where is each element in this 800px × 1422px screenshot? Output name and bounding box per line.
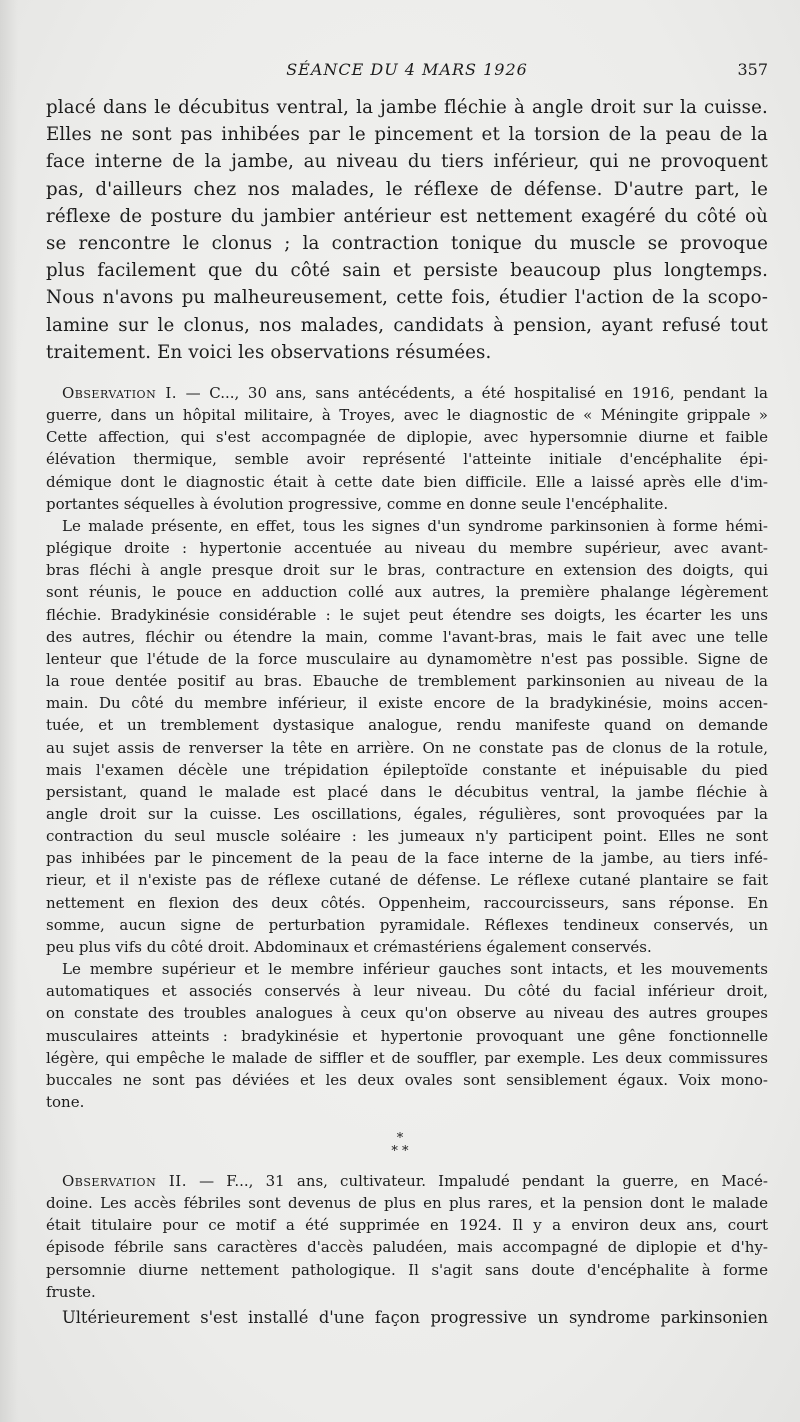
text-line: Elles ne sont pas inhibées par le pincement et la torsion de la peau de la xyxy=(46,124,768,146)
text-line: persomnie diurne nettement pathologique. Il s'agit sans doute d'encéphalite à forme xyxy=(46,1260,768,1279)
text-line: fruste. xyxy=(46,1282,96,1301)
text-line: rieur, et il n'existe pas de réflexe cutané de défense. Le réflexe cutané plantaire se fait xyxy=(46,871,768,890)
text-line: main. Du côté du membre inférieur, il existe encore de la bradykinésie, moins accen- xyxy=(46,694,768,713)
observation-1-first-line xyxy=(46,382,768,404)
text-line: automatiques et associés conservés à leur niveau. Du côté du facial inférieur droit, xyxy=(46,982,768,1001)
text-line: angle droit sur la cuisse. Les oscillations, égales, régulières, sont provoquées par la xyxy=(46,804,768,823)
text-line: réflexe de posture du jambier antérieur est nettement exagéré du côté où xyxy=(46,205,768,227)
text-line: sont réunis, le pouce en adduction collé aux autres, la première phalange légèrement xyxy=(46,583,768,602)
text-line: plus facilement que du côté sain et persiste beaucoup plus longtemps. xyxy=(46,260,768,282)
text-line: portantes séquelles à évolution progressive, comme en donne seule l'encéphalite. xyxy=(46,494,669,513)
observation-2-lead: — F..., 31 ans, cultivateur. Impaludé pendant la guerre, en Macé- xyxy=(186,1172,768,1190)
text-line: élévation thermique, semble avoir représenté l'atteinte initiale d'encéphalite épi- xyxy=(46,450,768,469)
text-line: pas inhibées par le pincement de la peau de la face interne de la jambe, au tiers infé- xyxy=(46,849,768,868)
observation-1-lead: — C..., 30 ans, sans antécédents, a été hospitalisé en 1916, pendant la xyxy=(177,384,768,402)
observation-1-heading: Observation I. xyxy=(62,384,178,402)
text-line: doine. Les accès fébriles sont devenus de plus en plus rares, et la pension dont le malade xyxy=(46,1194,768,1213)
running-head: SÉANCE DU 4 MARS 1926 xyxy=(286,60,528,79)
text-line: placé dans le décubitus ventral, la jambe fléchie à angle droit sur la cuisse. xyxy=(46,97,768,118)
asterism-top: * xyxy=(396,1131,404,1146)
text-line: démique dont le diagnostic était à cette date bien difficile. Elle a laissé après elle d'im- xyxy=(46,472,768,491)
text-line: contraction du seul muscle soléaire : les jumeaux n'y participent point. Elles ne sont xyxy=(46,827,768,846)
text-line: Le malade présente, en effet, tous les signes d'un syndrome parkinsonien à forme hémi- xyxy=(62,516,768,535)
text-line: somme, aucun signe de perturbation pyramidale. Réflexes tendineux conservés, un xyxy=(46,915,768,934)
text-line: tuée, et un tremblement dystasique analogue, rendu manifeste quand on demande xyxy=(46,716,768,735)
text-line: lamine sur le clonus, nos malades, candidats à pension, ayant refusé tout xyxy=(46,314,768,336)
text-line: nettement en flexion des deux côtés. Oppenheim, raccourcisseurs, sans réponse. En xyxy=(46,893,768,912)
text-line: se rencontre le clonus ; la contraction tonique du muscle se provoque xyxy=(46,233,768,255)
page-number: 357 xyxy=(737,60,768,79)
observation-1 xyxy=(46,382,768,1113)
asterism-bottom: * * xyxy=(391,1144,409,1159)
text-line: lenteur que l'étude de la force musculaire au dynamomètre n'est pas possible. Signe de xyxy=(46,649,768,668)
text-line: légère, qui empêche le malade de siffler et de souffler, par exemple. Les deux commissures xyxy=(46,1048,768,1067)
text-line: pas, d'ailleurs chez nos malades, le réflexe de défense. D'autre part, le xyxy=(46,178,768,200)
continuation-paragraph xyxy=(46,1306,768,1330)
text-line: mais l'examen décèle une trépidation épileptoïde constante et inépuisable du pied xyxy=(46,760,768,779)
text-line: des autres, fléchir ou étendre la main, comme l'avant-bras, mais le fait avec une telle xyxy=(46,627,768,646)
text-line: tone. xyxy=(46,1093,85,1111)
page-header xyxy=(46,60,768,84)
text-line: bras fléchi à angle presque droit sur le bras, contracture en extension des doigts, qui xyxy=(46,561,768,580)
text-line: plégique droite : hypertonie accentuée au niveau du membre supérieur, avec avant- xyxy=(46,539,768,558)
text-line: Cette affection, qui s'est accompagnée de diplopie, avec hypersomnie diurne et faible xyxy=(46,428,768,447)
text-line: était titulaire pour ce motif a été supprimée en 1924. Il y a environ deux ans, court xyxy=(46,1216,768,1235)
observation-2-heading: Observation II. xyxy=(62,1172,187,1190)
text-line: on constate des troubles analogues à ceux qu'on observe au niveau des autres groupes xyxy=(46,1004,768,1023)
text-line: face interne de la jambe, au niveau du tiers inférieur, qui ne provoquent xyxy=(46,151,768,173)
binding-shadow xyxy=(0,0,18,1422)
text-line: la roue dentée positif au bras. Ebauche de tremblement parkinsonien au niveau de la xyxy=(46,672,768,691)
text-line: buccales ne sont pas déviées et les deux ovales sont sensiblement égaux. Voix mono- xyxy=(46,1070,768,1089)
text-line: guerre, dans un hôpital militaire, à Troyes, avec le diagnostic de « Méningite grippale » xyxy=(46,406,768,425)
text-line: persistant, quand le malade est placé dans le décubitus ventral, la jambe fléchie à xyxy=(46,782,768,801)
text-line: Nous n'avons pu malheureusement, cette fois, étudier l'action de la scopo- xyxy=(46,287,768,309)
text-line: Ultérieurement s'est installé d'une façon progressive un syndrome parkinsonien xyxy=(62,1308,768,1327)
text-line: musculaires atteints : bradykinésie et hypertonie provoquant une gêne fonctionnelle xyxy=(46,1026,768,1045)
intro-paragraph xyxy=(46,94,768,366)
text-line: peu plus vifs du côté droit. Abdominaux et crémastériens également conservés. xyxy=(46,937,652,956)
observation-2 xyxy=(46,1170,768,1303)
text-line: épisode fébrile sans caractères d'accès paludéen, mais accompagné de diplopie et d'hy- xyxy=(46,1238,768,1257)
section-asterism xyxy=(370,1132,430,1158)
text-line: Le membre supérieur et le membre inférieur gauches sont intacts, et les mouvements xyxy=(62,960,768,979)
observation-2-first-line xyxy=(46,1170,768,1192)
text-line: fléchie. Bradykinésie considérable : le sujet peut étendre ses doigts, les écarter les uns xyxy=(46,605,768,624)
text-line: au sujet assis de renverser la tête en arrière. On ne constate pas de clonus de la rotule, xyxy=(46,738,768,757)
text-line: traitement. En voici les observations résumées. xyxy=(46,341,492,363)
